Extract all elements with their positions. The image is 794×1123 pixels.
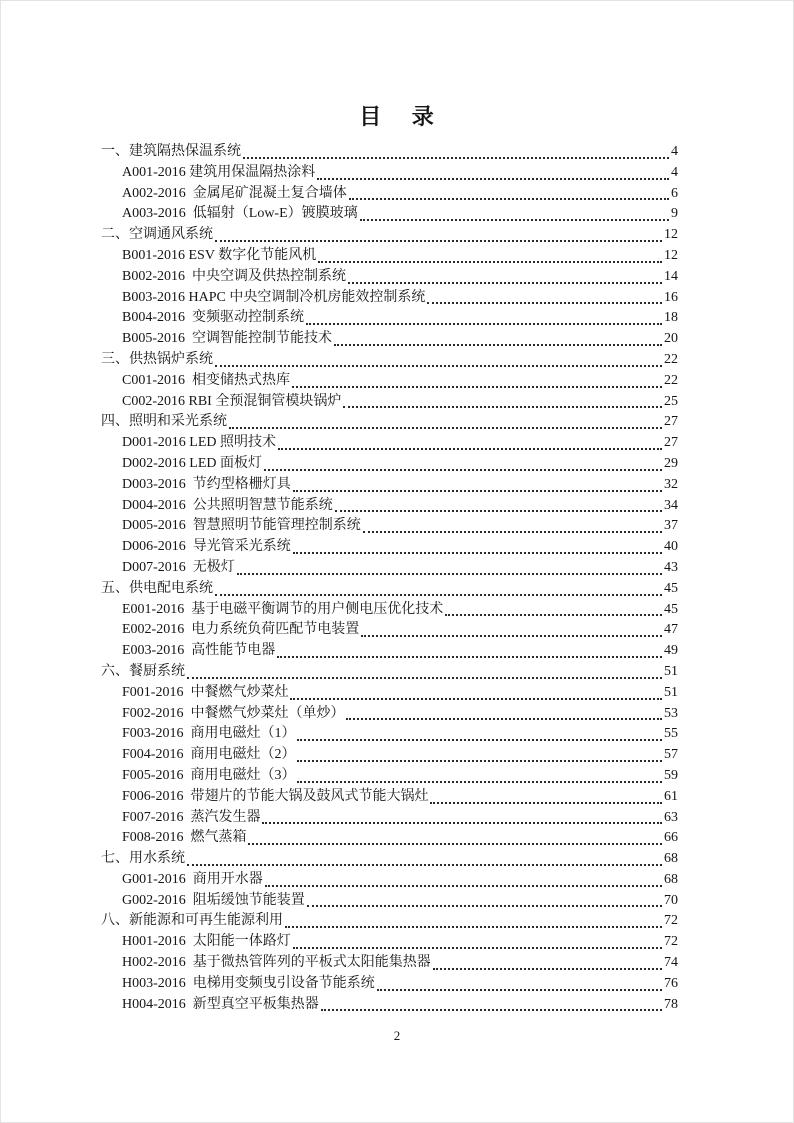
dot-leader (317, 178, 669, 180)
dot-leader (297, 781, 662, 783)
toc-entry-label: B003-2016 HAPC 中央空调制冷机房能效控制系统 (122, 289, 426, 305)
toc-entry-page: 45 (664, 601, 678, 617)
page-title: 目 录 (359, 104, 435, 129)
toc-entry-label: D001-2016 LED 照明技术 (122, 435, 276, 451)
toc-entry-page: 72 (664, 934, 678, 950)
toc-entry-40[interactable] (101, 953, 678, 974)
toc-entry-label: F008-2016 燃气蒸箱 (122, 830, 247, 846)
toc-entry-page: 51 (664, 663, 678, 679)
toc-entry-label: D007-2016 无极灯 (122, 559, 235, 575)
toc-entry-17[interactable] (101, 475, 678, 496)
toc-entry-page: 4 (671, 164, 678, 180)
toc-entry-3[interactable] (101, 184, 678, 205)
toc-entry-page: 53 (664, 705, 678, 721)
toc-entry-6[interactable] (101, 246, 678, 267)
toc-entry-21[interactable] (101, 558, 678, 579)
dot-leader (237, 573, 662, 575)
toc-entry-page: 25 (664, 393, 678, 409)
toc-entry-page: 74 (664, 955, 678, 971)
toc-entry-label: F006-2016 带翅片的节能大锅及鼓风式节能大锅灶 (122, 788, 429, 804)
toc-entry-label: 七、用水系统 (101, 851, 185, 867)
toc-entry-page: 51 (664, 684, 678, 700)
toc-entry-label: H003-2016 电梯用变频曳引设备节能系统 (122, 975, 375, 991)
toc-entry-37[interactable] (101, 891, 678, 912)
dot-leader (262, 822, 662, 824)
dot-leader (248, 843, 662, 845)
dot-leader (427, 302, 662, 304)
toc (101, 142, 678, 1015)
dot-leader (277, 656, 662, 658)
toc-entry-label: C002-2016 RBI 全预混铜管模块锅炉 (122, 393, 342, 409)
dot-leader (346, 718, 662, 720)
dot-leader (243, 157, 669, 159)
toc-entry-page: 37 (664, 518, 678, 534)
toc-entry-label: F004-2016 商用电磁灶（2） (122, 747, 296, 763)
toc-entry-page: 70 (664, 892, 678, 908)
toc-entry-label: H004-2016 新型真空平板集热器 (122, 996, 319, 1012)
toc-entry-19[interactable] (101, 516, 678, 537)
toc-entry-42[interactable] (101, 995, 678, 1016)
toc-entry-page: 57 (664, 747, 678, 763)
toc-entry-label: F002-2016 中餐燃气炒菜灶（单炒） (122, 705, 345, 721)
toc-entry-label: B005-2016 空调智能控制节能技术 (122, 331, 332, 347)
toc-entry-label: A001-2016 建筑用保温隔热涂料 (122, 164, 316, 180)
toc-entry-page: 40 (664, 539, 678, 555)
toc-entry-label: E002-2016 电力系统负荷匹配节电装置 (122, 622, 360, 638)
toc-entry-25[interactable] (101, 641, 678, 662)
toc-entry-page: 27 (664, 414, 678, 430)
toc-entry-label: 二、空调通风系统 (101, 227, 213, 243)
dot-leader (445, 614, 662, 616)
toc-entry-label: 一、建筑隔热保温系统 (101, 144, 241, 159)
dot-leader (343, 406, 662, 408)
toc-entry-5[interactable] (101, 225, 678, 246)
toc-entry-page: 20 (664, 331, 678, 347)
toc-entry-label: E003-2016 高性能节电器 (122, 643, 276, 659)
toc-entry-30[interactable] (101, 745, 678, 766)
toc-entry-label: A003-2016 低辐射（Low-E）镀膜玻璃 (122, 206, 358, 222)
toc-entry-page: 12 (664, 227, 678, 243)
toc-entry-32[interactable] (101, 787, 678, 808)
dot-leader (215, 594, 662, 596)
toc-entry-label: A002-2016 金属尾矿混凝土复合墙体 (122, 185, 347, 201)
dot-leader (297, 760, 662, 762)
dot-leader (264, 469, 662, 471)
toc-entry-page: 72 (664, 913, 678, 929)
toc-entry-page: 6 (671, 185, 678, 201)
dot-leader (187, 864, 662, 866)
dot-leader (293, 552, 662, 554)
toc-entry-page: 18 (664, 310, 678, 326)
dot-leader (318, 261, 662, 263)
dot-leader (377, 989, 662, 991)
toc-entry-33[interactable] (101, 808, 678, 829)
dot-leader (293, 490, 662, 492)
toc-entry-label: H002-2016 基于微热管阵列的平板式太阳能集热器 (122, 955, 431, 971)
toc-entry-7[interactable] (101, 267, 678, 288)
toc-entry-34[interactable] (101, 828, 678, 849)
toc-entry-28[interactable] (101, 704, 678, 725)
toc-entry-39[interactable] (101, 932, 678, 953)
toc-entry-page: 49 (664, 643, 678, 659)
dot-leader (307, 905, 662, 907)
toc-entry-page: 59 (664, 767, 678, 783)
toc-entry-page: 4 (671, 144, 678, 159)
toc-entry-label: 八、新能源和可再生能源利用 (101, 913, 283, 929)
toc-entry-31[interactable] (101, 766, 678, 787)
dot-leader (321, 1009, 662, 1011)
dot-leader (348, 282, 662, 284)
dot-leader (292, 386, 662, 388)
toc-entry-label: C001-2016 相变储热式热库 (122, 372, 290, 388)
dot-leader (215, 365, 662, 367)
toc-entry-24[interactable] (101, 620, 678, 641)
toc-entry-page: 63 (664, 809, 678, 825)
toc-entry-page: 45 (664, 580, 678, 596)
toc-entry-page: 68 (664, 871, 678, 887)
toc-entry-page: 78 (664, 996, 678, 1012)
toc-entry-page: 27 (664, 435, 678, 451)
dot-leader (290, 698, 662, 700)
toc-entry-18[interactable] (101, 496, 678, 517)
toc-entry-label: G001-2016 商用开水器 (122, 871, 263, 887)
toc-entry-page: 76 (664, 975, 678, 991)
toc-entry-label: B002-2016 中央空调及供热控制系统 (122, 268, 346, 284)
toc-entry-page: 22 (664, 372, 678, 388)
toc-entry-page: 43 (664, 559, 678, 575)
toc-entry-4[interactable] (101, 204, 678, 225)
toc-entry-page: 14 (664, 268, 678, 284)
dot-leader (278, 448, 662, 450)
toc-entry-label: D003-2016 节约型格栅灯具 (122, 476, 291, 492)
toc-entry-label: H001-2016 太阳能一体路灯 (122, 934, 291, 950)
toc-entry-label: G002-2016 阻垢缓蚀节能装置 (122, 892, 305, 908)
toc-entry-label: 五、供电配电系统 (101, 580, 213, 596)
dot-leader (297, 739, 662, 741)
dot-leader (433, 968, 662, 970)
dot-leader (285, 926, 662, 928)
toc-entry-15[interactable] (101, 433, 678, 454)
dot-leader (363, 531, 662, 533)
toc-entry-page: 61 (664, 788, 678, 804)
toc-entry-page: 32 (664, 476, 678, 492)
toc-entry-page: 9 (671, 206, 678, 222)
dot-leader (306, 323, 662, 325)
toc-entry-page: 47 (664, 622, 678, 638)
toc-entry-page: 34 (664, 497, 678, 513)
dot-leader (229, 427, 662, 429)
toc-entry-22[interactable] (101, 579, 678, 600)
toc-entry-page: 55 (664, 726, 678, 742)
toc-entry-page: 66 (664, 830, 678, 846)
dot-leader (335, 510, 662, 512)
toc-entry-2[interactable] (101, 163, 678, 184)
toc-entry-label: 三、供热锅炉系统 (101, 351, 213, 367)
toc-entry-label: F003-2016 商用电磁灶（1） (122, 726, 296, 742)
toc-entry-label: F001-2016 中餐燃气炒菜灶 (122, 684, 289, 700)
toc-entry-20[interactable] (101, 537, 678, 558)
toc-entry-label: B004-2016 变频驱动控制系统 (122, 310, 304, 326)
dot-leader (349, 198, 669, 200)
toc-entry-16[interactable] (101, 454, 678, 475)
toc-entry-page: 16 (664, 289, 678, 305)
toc-entry-1[interactable] (101, 142, 678, 163)
toc-entry-23[interactable] (101, 600, 678, 621)
toc-entry-page: 22 (664, 351, 678, 367)
toc-entry-label: D002-2016 LED 面板灯 (122, 455, 262, 471)
footer-page-number: 2 (393, 1028, 401, 1043)
toc-entry-27[interactable] (101, 683, 678, 704)
toc-entry-9[interactable] (101, 308, 678, 329)
dot-leader (293, 947, 662, 949)
dot-leader (360, 219, 669, 221)
toc-entry-page: 29 (664, 455, 678, 471)
toc-entry-label: 六、餐厨系统 (101, 663, 185, 679)
dot-leader (187, 677, 662, 679)
toc-entry-page: 12 (664, 247, 678, 263)
toc-entry-label: D006-2016 导光管采光系统 (122, 539, 291, 555)
dot-leader (430, 802, 662, 804)
toc-entry-36[interactable] (101, 870, 678, 891)
toc-entry-label: D004-2016 公共照明智慧节能系统 (122, 497, 333, 513)
toc-entry-14[interactable] (101, 412, 678, 433)
toc-entry-label: E001-2016 基于电磁平衡调节的用户侧电压优化技术 (122, 601, 444, 617)
toc-entry-page: 68 (664, 851, 678, 867)
toc-entry-label: 四、照明和采光系统 (101, 414, 227, 430)
toc-entry-8[interactable] (101, 288, 678, 309)
toc-entry-10[interactable] (101, 329, 678, 350)
toc-entry-35[interactable] (101, 849, 678, 870)
toc-entry-11[interactable] (101, 350, 678, 371)
toc-entry-13[interactable] (101, 392, 678, 413)
toc-entry-41[interactable] (101, 974, 678, 995)
toc-entry-29[interactable] (101, 724, 678, 745)
toc-entry-12[interactable] (101, 371, 678, 392)
toc-entry-label: F007-2016 蒸汽发生器 (122, 809, 261, 825)
dot-leader (361, 635, 662, 637)
toc-entry-26[interactable] (101, 662, 678, 683)
dot-leader (265, 885, 662, 887)
toc-entry-label: D005-2016 智慧照明节能管理控制系统 (122, 518, 361, 534)
toc-entry-label: B001-2016 ESV 数字化节能风机 (122, 247, 317, 263)
toc-entry-label: F005-2016 商用电磁灶（3） (122, 767, 296, 783)
toc-entry-38[interactable] (101, 911, 678, 932)
dot-leader (334, 344, 662, 346)
dot-leader (215, 240, 662, 242)
